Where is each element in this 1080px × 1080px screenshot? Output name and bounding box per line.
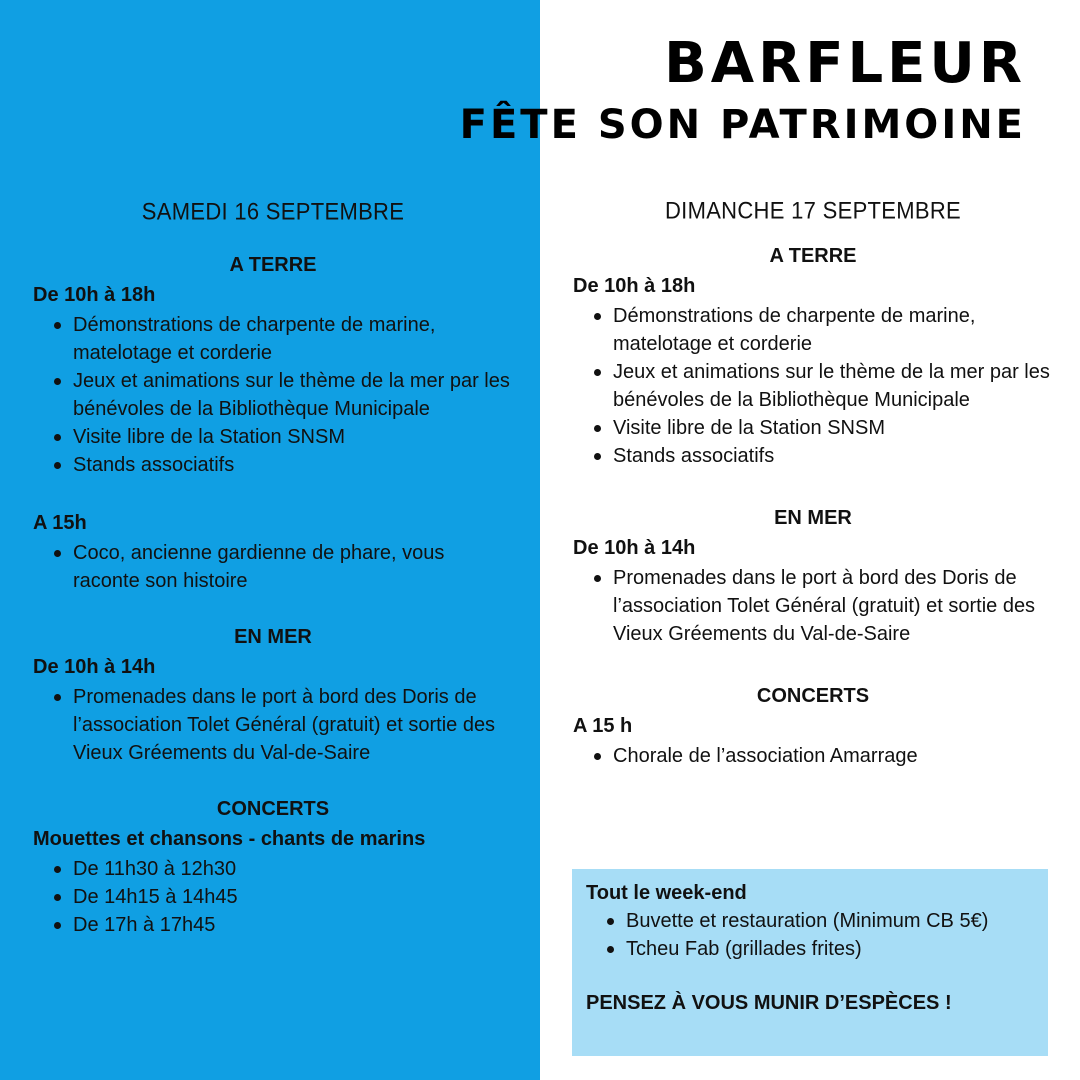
list-item: Promenades dans le port à bord des Doris de l’association Tolet Général (gratuit) et sortie des Vieux Gréements du Val-de-Saire: [613, 564, 1053, 648]
list-item: Jeux et animations sur le thème de la mer par les bénévoles de la Bibliothèque Municipale: [613, 358, 1053, 414]
sunday-terre-list: [573, 302, 1053, 470]
sunday-terre-heading: A TERRE: [769, 245, 857, 267]
page-title: BARFLEUR: [664, 31, 1026, 96]
spacer: [33, 595, 513, 623]
sunday-terre-time: De 10h à 18h: [573, 275, 696, 297]
cash-reminder: PENSEZ À VOUS MUNIR D’ESPÈCES !: [586, 992, 952, 1014]
weekend-list: [586, 907, 1034, 963]
saturday-mer-time: De 10h à 14h: [33, 656, 156, 678]
spacer: [573, 470, 1053, 504]
list-item: Stands associatifs: [73, 451, 513, 479]
page-subtitle: FÊTE SON PATRIMOINE: [459, 102, 1026, 148]
saturday-concerts-list: [33, 855, 513, 939]
sunday-mer-heading: EN MER: [774, 507, 852, 529]
list-item: Visite libre de la Station SNSM: [613, 414, 1053, 442]
list-item: Chorale de l’association Amarrage: [613, 742, 1053, 770]
sunday-mer-time: De 10h à 14h: [573, 537, 696, 559]
list-item: De 17h à 17h45: [73, 911, 513, 939]
saturday-mer-list: [33, 683, 513, 767]
saturday-terre-heading: A TERRE: [229, 254, 317, 276]
list-item: Visite libre de la Station SNSM: [73, 423, 513, 451]
saturday-terre-time: De 10h à 18h: [33, 284, 156, 306]
list-item: Promenades dans le port à bord des Doris de l’association Tolet Général (gratuit) et sortie des Vieux Gréements du Val-de-Saire: [73, 683, 513, 767]
saturday-terre-list: [33, 311, 513, 479]
saturday-terre-time-2: A 15h: [33, 512, 87, 534]
saturday-terre-list-2: [33, 539, 513, 595]
weekend-title: Tout le week-end: [586, 882, 747, 904]
spacer: [33, 479, 513, 507]
saturday-column: [33, 197, 513, 939]
sunday-column: [573, 196, 1053, 770]
saturday-mer-heading: EN MER: [234, 626, 312, 648]
sunday-title: DIMANCHE 17 SEPTEMBRE: [664, 196, 962, 224]
list-item: De 14h15 à 14h45: [73, 883, 513, 911]
sunday-concerts-heading: CONCERTS: [756, 685, 870, 707]
weekend-info-box: [572, 869, 1048, 1056]
list-item: De 11h30 à 12h30: [73, 855, 513, 883]
list-item: Tcheu Fab (grillades frites): [626, 935, 1034, 963]
list-item: Coco, ancienne gardienne de phare, vous raconte son histoire: [73, 539, 513, 595]
list-item: Buvette et restauration (Minimum CB 5€): [626, 907, 1034, 935]
saturday-concerts-subtitle: Mouettes et chansons - chants de marins: [33, 828, 426, 850]
list-item: Stands associatifs: [613, 442, 1053, 470]
list-item: Démonstrations de charpente de marine, matelotage et corderie: [613, 302, 1053, 358]
saturday-concerts-heading: CONCERTS: [216, 798, 330, 820]
spacer: [573, 648, 1053, 682]
sunday-concerts-list: [573, 742, 1053, 770]
sunday-concerts-time: A 15 h: [573, 715, 633, 737]
saturday-title: SAMEDI 16 SEPTEMBRE: [141, 197, 405, 225]
list-item: Démonstrations de charpente de marine, matelotage et corderie: [73, 311, 513, 367]
sunday-mer-list: [573, 564, 1053, 648]
list-item: Jeux et animations sur le thème de la mer par les bénévoles de la Bibliothèque Municipale: [73, 367, 513, 423]
spacer: [33, 767, 513, 795]
